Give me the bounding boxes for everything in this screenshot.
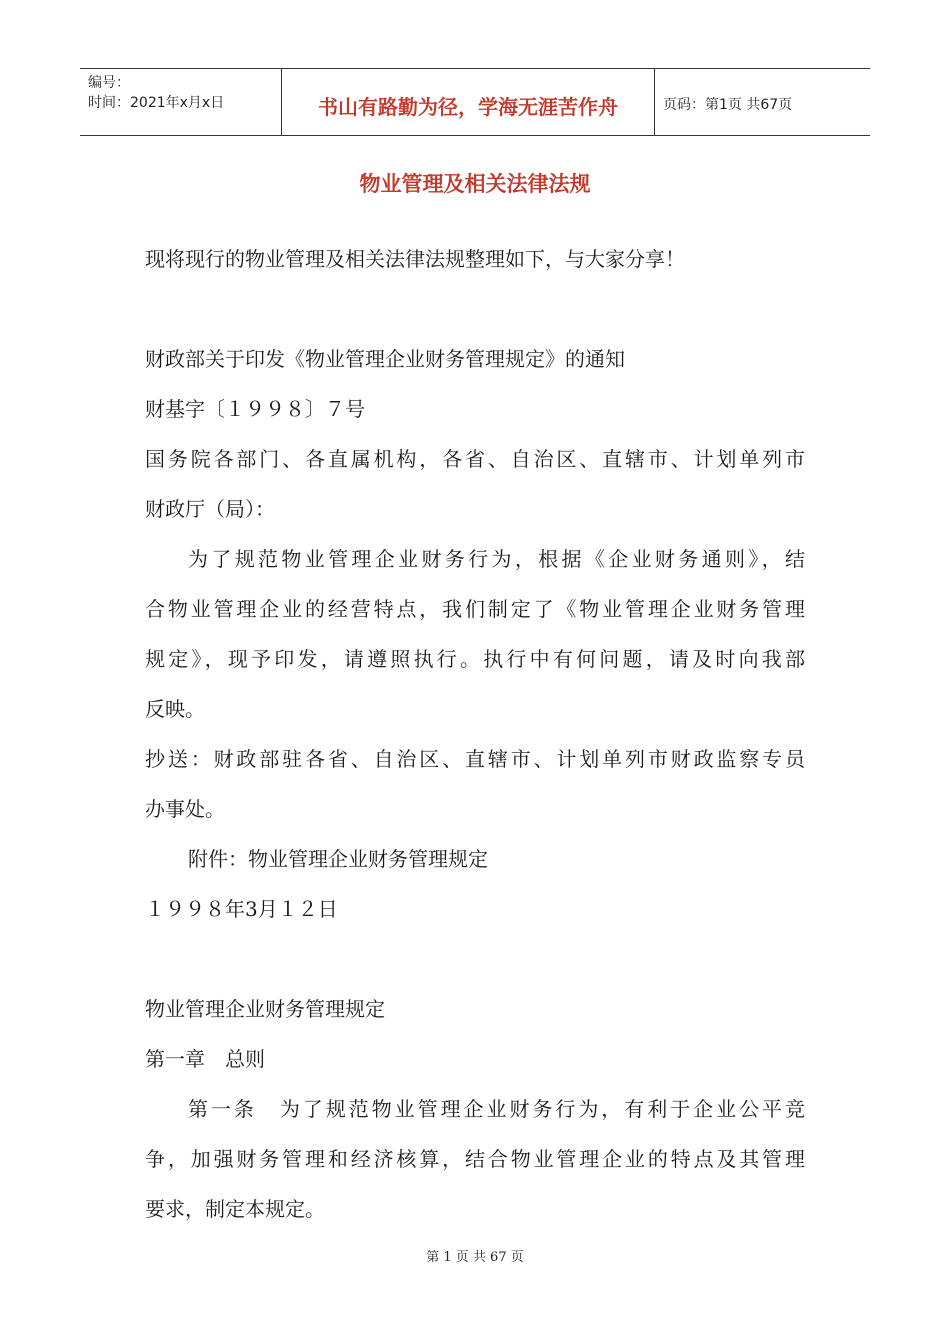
document-number: 财基字〔１９９８〕７号: [145, 397, 365, 421]
paragraph-line: 规定》，现予印发，请遵照执行。执行中有何问题，请及时向我部: [145, 647, 805, 671]
document-header: [80, 68, 870, 136]
paragraph-line: 反映。: [145, 697, 205, 721]
paragraph-line: 为了规范物业管理企业财务行为，根据《企业财务通则》，结: [188, 547, 805, 571]
paragraph-line: 合物业管理企业的经营特点，我们制定了《物业管理企业财务管理: [145, 597, 805, 621]
blank-line: [145, 284, 805, 334]
document-title: 物业管理及相关法律法规: [359, 172, 591, 196]
regulation-title: 物业管理企业财务管理规定: [145, 997, 385, 1021]
number-label: 编号：: [88, 75, 130, 91]
header-page-info: 页码：第1页 共67页: [663, 97, 793, 113]
date-line: １９９８年3月１２日: [145, 897, 338, 921]
notice-title: 财政部关于印发《物业管理企业财务管理规定》的通知: [145, 347, 625, 371]
article-line: 争，加强财务管理和经济核算，结合物业管理企业的特点及其管理: [145, 1147, 805, 1171]
header-motto: 书山有路勤为径，学海无涯苦作舟: [318, 94, 618, 119]
recipients-line-1: 国务院各部门、各直属机构，各省、自治区、直辖市、计划单列市: [145, 447, 805, 471]
cc-line-1: 抄送：财政部驻各省、自治区、直辖市、计划单列市财政监察专员: [145, 747, 805, 771]
cc-line-2: 办事处。: [145, 797, 225, 821]
time-label: 时间：2021年x月x日: [88, 95, 225, 111]
chapter-heading: 第一章 总则: [145, 1047, 265, 1071]
intro-line: 现将现行的物业管理及相关法律法规整理如下，与大家分享！: [145, 247, 685, 271]
blank-line: [145, 934, 805, 984]
article-line: 要求，制定本规定。: [145, 1197, 325, 1221]
page-footer: 第 1 页 共 67 页: [426, 1250, 524, 1265]
header-meta-cell: [80, 69, 282, 135]
recipients-line-2: 财政厅（局）：: [145, 497, 275, 521]
attachment-line: 附件：物业管理企业财务管理规定: [188, 847, 488, 871]
article-line: 第一条 为了规范物业管理企业财务行为，有利于企业公平竞: [188, 1097, 805, 1121]
header-motto-cell: [282, 69, 655, 135]
document-body: [145, 234, 805, 1234]
header-page-cell: [655, 69, 870, 135]
